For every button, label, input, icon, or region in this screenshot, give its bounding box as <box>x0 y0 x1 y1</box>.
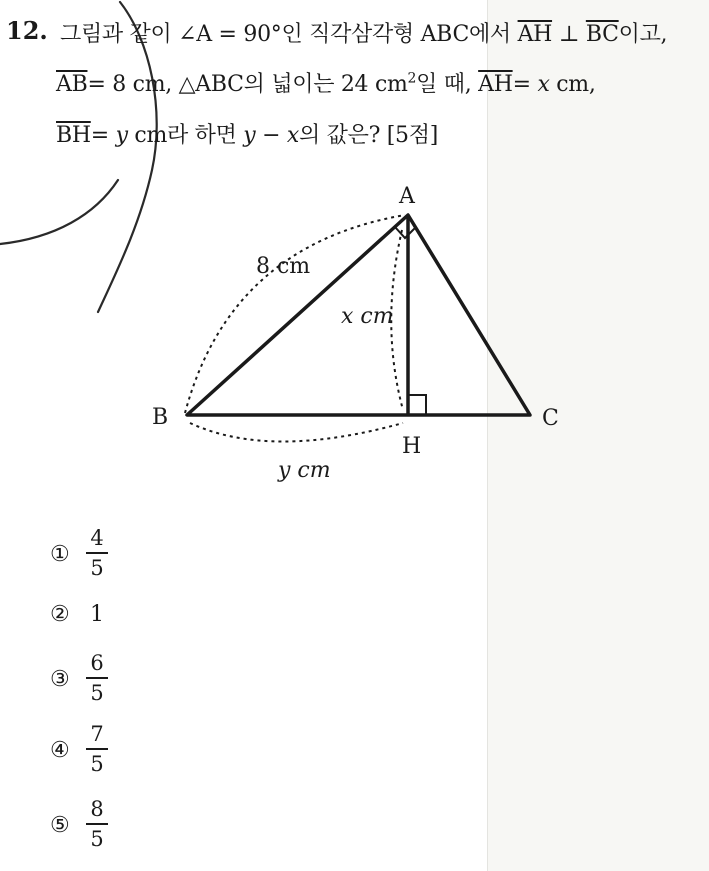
denominator: 5 <box>90 752 104 776</box>
variable-x: x <box>537 72 550 97</box>
segment-ah: $\overline{AH}$ <box>517 22 553 47</box>
fraction-bar <box>86 748 108 750</box>
choice-mark: ⑤ <box>50 813 70 838</box>
question-text: = <box>90 123 116 148</box>
vertex-label-h: H <box>402 434 422 459</box>
question-text: 그림과 같이 ∠A = 90°인 직각삼각형 ABC에서 <box>60 22 518 47</box>
fraction-bar <box>86 677 108 679</box>
choice-mark: ① <box>50 542 70 567</box>
numerator: 8 <box>90 797 104 821</box>
question-text: 일 때, <box>416 72 479 97</box>
right-angle-mark-h <box>408 395 426 415</box>
vertex-label-b: B <box>152 405 169 430</box>
numerator: 6 <box>90 651 104 675</box>
side-label-ah: x cm <box>341 304 394 329</box>
choice-fraction <box>86 721 108 777</box>
denominator: 5 <box>90 827 104 851</box>
fraction-bar <box>86 823 108 825</box>
vertex-label-a: A <box>399 184 415 209</box>
segment-bc: $\overline{BC}$ <box>585 22 619 47</box>
numerator: 7 <box>90 722 104 746</box>
segment-ah: $\overline{AH}$ <box>478 72 513 97</box>
superscript-2: 2 <box>407 70 417 87</box>
choice-mark: ② <box>50 602 70 627</box>
side-label-bh: y cm <box>278 458 331 483</box>
question-line-3 <box>56 118 438 149</box>
question-text: cm, <box>549 72 596 97</box>
choice-fraction <box>86 796 108 852</box>
choice-fraction <box>86 650 108 706</box>
triangle-figure <box>140 175 580 495</box>
variable-y: y <box>115 123 128 148</box>
vertex-label-c: C <box>542 406 559 431</box>
denominator: 5 <box>90 556 104 580</box>
denominator: 5 <box>90 681 104 705</box>
choice-mark: ③ <box>50 667 70 692</box>
question-line-1 <box>60 17 667 48</box>
fraction-bar <box>86 552 108 554</box>
choice-mark: ④ <box>50 738 70 763</box>
question-text: 의 값은? [5점] <box>299 123 438 148</box>
question-line-2 <box>56 67 596 98</box>
question-text: cm라 하면 <box>127 123 244 148</box>
numerator: 4 <box>90 526 104 550</box>
choice-fraction <box>86 525 108 581</box>
segment-bh: $\overline{BH}$ <box>56 123 91 148</box>
question-text: 이고, <box>618 22 668 47</box>
question-text: = 8 cm, △ABC의 넓이는 24 cm <box>87 72 408 97</box>
choice-value: 1 <box>90 602 104 627</box>
perpendicular-symbol: ⊥ <box>552 22 586 47</box>
right-angle-mark-a <box>395 227 416 238</box>
side-label-ab: 8 cm <box>256 254 311 279</box>
segment-ab: $\overline{AB}$ <box>56 72 88 97</box>
question-text: = <box>512 72 538 97</box>
expression-y-minus-x: y − x <box>243 123 300 148</box>
arc-bh <box>190 423 403 442</box>
question-number: 12. <box>6 16 48 45</box>
